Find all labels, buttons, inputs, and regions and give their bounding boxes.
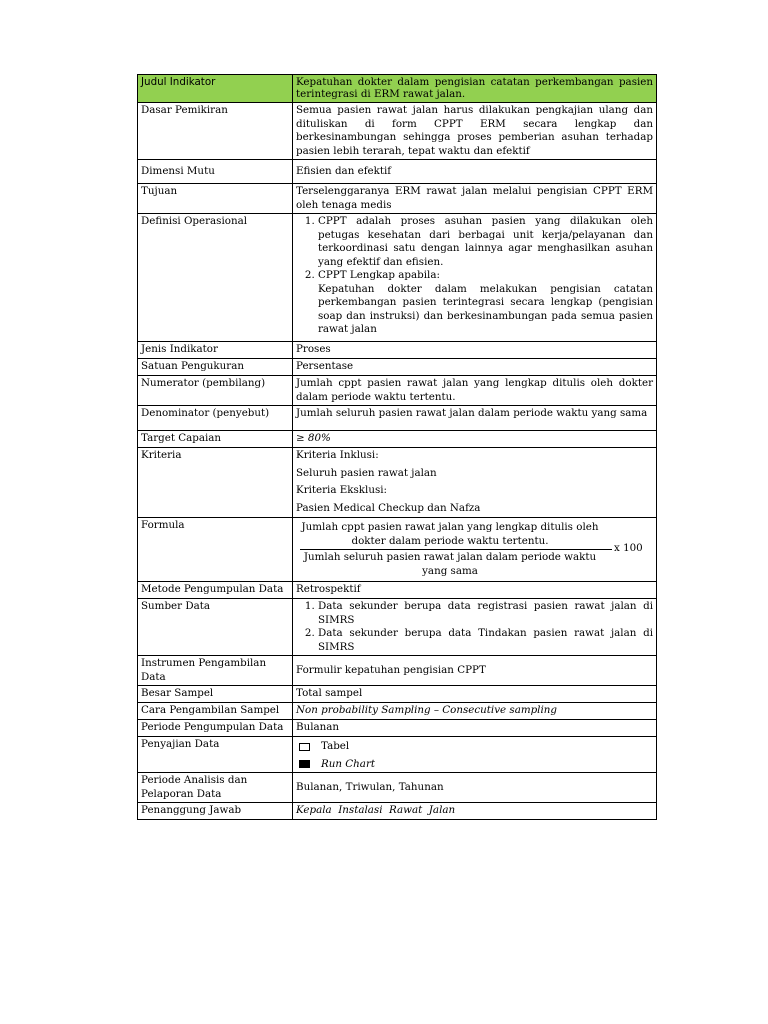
row-analisis [138,773,657,803]
label-metode: Metode Pengumpulan Data [138,582,293,599]
label-cara: Cara Pengambilan Sampel [138,703,293,720]
value-periode: Bulanan [293,720,657,737]
definisi-item-2-body: Kepatuhan dokter dalam melakukan pengisian catatan perkembangan pasien terintegrasi secara lengkap (pengisian soap dan instruksi) dan berkesinambungan pada semua pasien rawat jalan [318,282,653,335]
value-formula [293,518,657,582]
value-judul: Kepatuhan dokter dalam pengisian catatan perkembangan pasien terintegrasi di ERM rawat jalan. [293,75,657,103]
formula-fraction [296,519,653,579]
sumber-item-1: 1. Data sekunder berupa data registrasi pasien rawat jalan di SIMRS [318,600,653,627]
label-instrumen: Instrumen Pengambilan Data [138,656,293,686]
label-jenis: Jenis Indikator [138,342,293,359]
value-cara: Non probability Sampling – Consecutive sampling [293,703,657,720]
row-target [138,431,657,448]
kriteria-eksklusi: Pasien Medical Checkup dan Nafza [296,501,481,514]
row-satuan [138,359,657,376]
value-denominator: Jumlah seluruh pasien rawat jalan dalam periode waktu yang sama [293,406,657,431]
row-cara [138,703,657,720]
value-satuan: Persentase [293,359,657,376]
value-definisi [293,214,657,342]
formula-multiplier: x 100 [614,542,643,554]
penyajian-opt2: Run Chart [321,757,375,770]
row-judul [138,75,657,103]
value-metode: Retrospektif [293,582,657,599]
row-dimensi [138,160,657,184]
formula-numerator: Jumlah cppt pasien rawat jalan yang lengkap ditulis oleh dokter dalam periode waktu tertentu. [301,521,599,547]
fraction-line [300,549,612,550]
value-penyajian [293,737,657,773]
row-jenis [138,342,657,359]
indicator-profile-document [137,74,657,820]
value-tujuan: Terselenggaranya ERM rawat jalan melalui pengisian CPPT ERM oleh tenaga medis [293,184,657,214]
label-penanggung: Penanggung Jawab [138,803,293,820]
empty-square-bullet-icon [299,743,310,751]
label-denominator: Denominator (penyebut) [138,406,293,431]
value-penanggung: Kepala Instalasi Rawat Jalan [293,803,657,820]
value-dasar: Semua pasien rawat jalan harus dilakukan pengkajian ulang dan dituliskan di form CPPT ERM secara lengkap dan berkesinambungan sehingga proses pemberian asuhan terhadap pasien lebih terarah, tepat waktu dan efektif [293,103,657,160]
label-penyajian: Penyajian Data [138,737,293,773]
value-instrumen: Formulir kepatuhan pengisian CPPT [293,656,657,686]
label-periode: Periode Pengumpulan Data [138,720,293,737]
label-kriteria: Kriteria [138,448,293,518]
label-besar: Besar Sampel [138,686,293,703]
kriteria-inklusi-head: Kriteria Inklusi: [296,449,379,461]
value-numerator: Jumlah cppt pasien rawat jalan yang lengkap ditulis oleh dokter dalam periode waktu tertentu. [293,376,657,406]
label-dasar: Dasar Pemikiran [138,103,293,160]
row-besar [138,686,657,703]
row-dasar [138,103,657,160]
row-numerator [138,376,657,406]
penyajian-option-tabel [296,740,653,754]
definisi-item-2-head: CPPT Lengkap apabila: [318,269,440,281]
penyajian-opt1: Tabel [321,740,350,752]
label-dimensi: Dimensi Mutu [138,160,293,184]
row-penyajian [138,737,657,773]
label-formula: Formula [138,518,293,582]
row-denominator [138,406,657,431]
row-tujuan [138,184,657,214]
value-jenis: Proses [293,342,657,359]
label-satuan: Satuan Pengukuran [138,359,293,376]
kriteria-inklusi: Seluruh pasien rawat jalan [296,466,437,479]
row-metode [138,582,657,599]
definisi-item-1: 1. CPPT adalah proses asuhan pasien yang dilakukan oleh petugas kesehatan dari berbagai unit kerja/pelayanan dan terkoordinasi satu dengan lainnya agar menghasilkan asuhan yang efektif dan efisien. [318,215,653,269]
value-sumber [293,599,657,656]
row-formula [138,518,657,582]
penyajian-option-run-chart [296,758,653,772]
row-sumber [138,599,657,656]
kriteria-eksklusi-head: Kriteria Eksklusi: [296,484,388,496]
label-numerator: Numerator (pembilang) [138,376,293,406]
value-target: ≥ 80% [293,431,657,448]
row-instrumen [138,656,657,686]
value-dimensi: Efisien dan efektif [293,160,657,184]
label-sumber: Sumber Data [138,599,293,656]
label-judul: Judul Indikator [138,75,293,103]
definisi-item-2 [318,269,653,337]
label-target: Target Capaian [138,431,293,448]
row-definisi [138,214,657,342]
formula-denominator: Jumlah seluruh pasien rawat jalan dalam periode waktu yang sama [303,551,597,577]
value-besar: Total sampel [293,686,657,703]
label-tujuan: Tujuan [138,184,293,214]
filled-square-bullet-icon [299,760,310,768]
row-penanggung [138,803,657,820]
label-analisis: Periode Analisis dan Pelaporan Data [138,773,293,803]
row-periode [138,720,657,737]
row-kriteria [138,448,657,518]
value-analisis: Bulanan, Triwulan, Tahunan [293,773,657,803]
sumber-item-2: 2. Data sekunder berupa data Tindakan pasien rawat jalan di SIMRS [318,627,653,654]
label-definisi: Definisi Operasional [138,214,293,342]
value-kriteria [293,448,657,518]
indicator-table [137,74,657,820]
